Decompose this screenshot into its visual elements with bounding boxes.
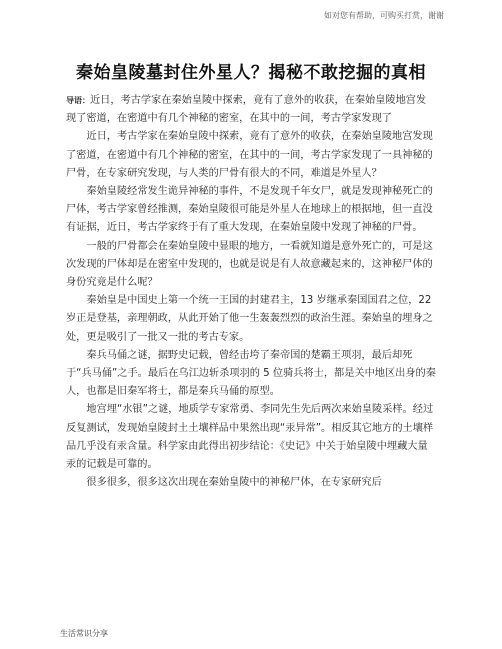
article-body bbox=[66, 92, 436, 492]
article-title: 秦始皇陵墓封住外星人？揭秘不敢挖掘的真相 bbox=[76, 63, 426, 83]
paragraph-5: 秦兵马俑之谜，据野史记载，曾经击垮了秦帝国的楚霸王项羽，最后却死于“兵马俑”之手。最后在乌江边斩杀项羽的 5 位骑兵将士，都是关中地区出身的秦人，也都是旧秦军将士，都是秦兵马俑的原型。 bbox=[66, 349, 436, 398]
lead-label: 导语： bbox=[66, 96, 90, 105]
footer-note: 生活常识分享 bbox=[60, 629, 108, 638]
paragraph-1: 近日，考古学家在秦始皇陵中探索，竟有了意外的收获，在秦始皇陵地宫发现了密道，在密道中有几个神秘的密室，在其中的一间，考古学家发现了一具神秘的尸骨，在专家研究发现，与人类的尸骨有很大的不同，难道是外星人？ bbox=[66, 131, 433, 179]
paragraph-3: 一般的尸骨都会在秦始皇陵中显眼的地方，一看就知道是意外死亡的，可是这次发现的尸体却是在密室中发现的，也就是说是有人故意藏起来的，这神秘尸体的身份究竟是什么呢？ bbox=[66, 240, 433, 289]
paragraph-6: 地宫埋“水银”之谜，地质学专家常勇、李同先生先后两次来始皇陵采样。经过反复测试，发现始皇陵封土土壤样品中果然出现“汞异常”。相反其它地方的土壤样品几乎没有汞含量。科学家由此得出初步结论：《史记》中关于始皇陵中埋藏大量汞的记载是可靠的。 bbox=[66, 404, 434, 471]
lead-text: 近日，考古学家在秦始皇陵中探索，竟有了意外的收获，在秦始皇陵地宫发现了密道，在密道中有几个神秘的密室，在其中的一间，考古学家发现了 bbox=[66, 95, 427, 125]
paragraph-4: 秦始皇是中国史上第一个统一王国的封建君主，13 岁继承秦国国君之位，22 岁正是登基，亲理朝政，从此开始了他一生轰轰烈烈的政治生涯。秦始皇的埋身之处，更是吸引了一批又一批的考古专家。 bbox=[66, 295, 433, 343]
paragraph-2: 秦始皇陵经常发生诡异神秘的事件，不是发现千年女尸，就是发现神秘死亡的尸体，考古学家曾经推测，秦始皇陵很可能是外星人在地球上的根据地，但一直没有证据，近日，考古学家终于有了重大发现，在秦始皇陵中发现了神秘的尸骨。 bbox=[66, 186, 433, 234]
lead-paragraph bbox=[66, 92, 436, 128]
paragraph-7: 很多很多，很多这次出现在秦始皇陵中的神秘尸体，在专家研究后 bbox=[86, 477, 382, 489]
header-note: 如对您有帮助，可购买打赏，谢谢 bbox=[324, 11, 444, 20]
